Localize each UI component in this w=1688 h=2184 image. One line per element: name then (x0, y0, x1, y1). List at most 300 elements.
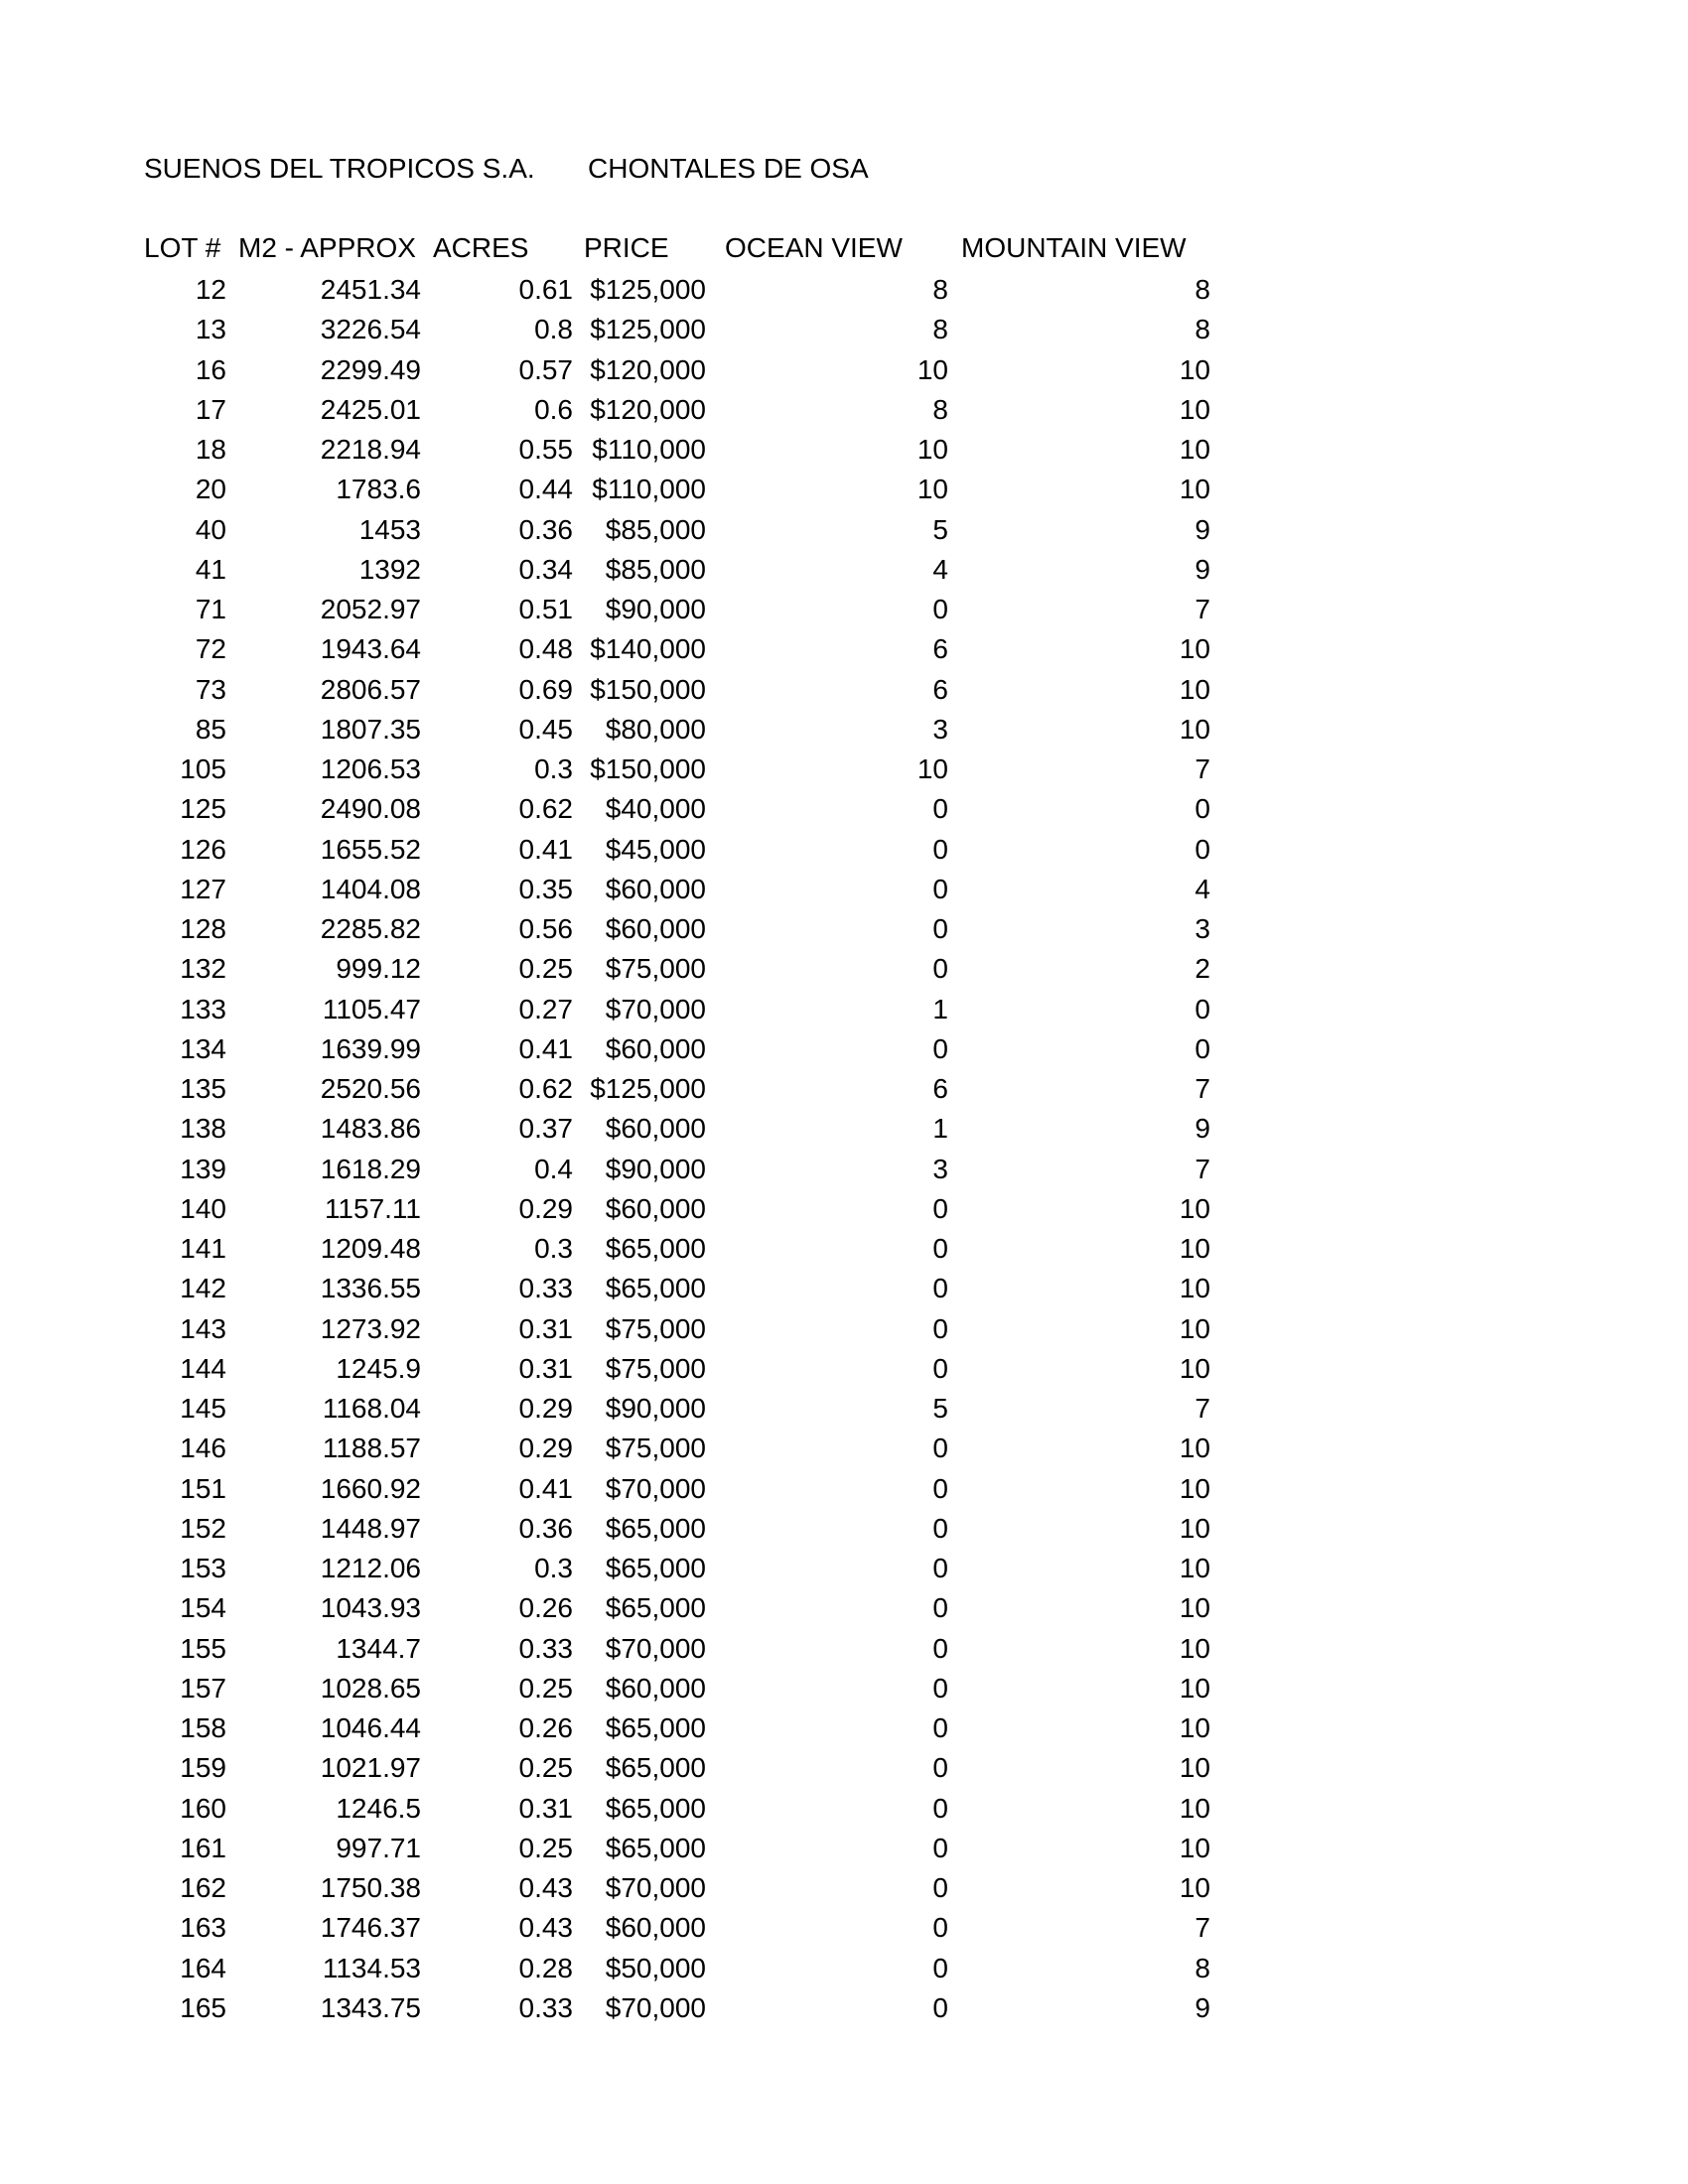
price-cell: $125,000 (590, 314, 706, 345)
ocean-view-cell: 0 (932, 1512, 948, 1544)
mountain-view-cell: 8 (1195, 1952, 1210, 1983)
price-cell: $70,000 (605, 1472, 706, 1504)
m2-cell: 1344.7 (336, 1632, 421, 1664)
ocean-view-cell: 0 (932, 833, 948, 865)
ocean-view-cell: 0 (932, 1872, 948, 1903)
lot-number-cell: 154 (180, 1592, 226, 1624)
table-row (0, 1150, 1688, 1189)
table-row (0, 1389, 1688, 1429)
table-row (0, 1189, 1688, 1229)
m2-cell: 1448.97 (320, 1512, 421, 1544)
location-name: CHONTALES DE OSA (588, 153, 869, 184)
table-row (0, 750, 1688, 789)
column-header-price: PRICE (584, 232, 669, 263)
mountain-view-cell: 0 (1195, 793, 1210, 825)
acres-cell: 0.34 (518, 553, 573, 585)
mountain-view-cell: 10 (1179, 1233, 1210, 1264)
lot-number-cell: 163 (180, 1912, 226, 1944)
ocean-view-cell: 1 (932, 1113, 948, 1145)
price-cell: $120,000 (590, 393, 706, 425)
acres-cell: 0.37 (518, 1113, 573, 1145)
ocean-view-cell: 0 (932, 1792, 948, 1824)
ocean-view-cell: 6 (932, 633, 948, 665)
ocean-view-cell: 8 (932, 274, 948, 305)
mountain-view-cell: 7 (1195, 1153, 1210, 1184)
table-row (0, 670, 1688, 710)
price-cell: $60,000 (605, 873, 706, 904)
m2-cell: 3226.54 (320, 314, 421, 345)
acres-cell: 0.25 (518, 1832, 573, 1863)
lot-number-cell: 146 (180, 1433, 226, 1464)
lot-number-cell: 155 (180, 1632, 226, 1664)
acres-cell: 0.25 (518, 953, 573, 985)
m2-cell: 2052.97 (320, 594, 421, 624)
mountain-view-cell: 10 (1179, 1433, 1210, 1464)
m2-cell: 2806.57 (320, 673, 421, 705)
m2-cell: 1453 (358, 513, 421, 545)
ocean-view-cell: 0 (932, 1712, 948, 1743)
table-row (0, 1469, 1688, 1509)
table-row (0, 510, 1688, 550)
mountain-view-cell: 10 (1179, 1273, 1210, 1304)
table-row (0, 990, 1688, 1029)
mountain-view-cell: 10 (1179, 1592, 1210, 1624)
acres-cell: 0.48 (518, 633, 573, 665)
ocean-view-cell: 3 (932, 713, 948, 745)
ocean-view-cell: 0 (932, 1352, 948, 1384)
table-row (0, 1509, 1688, 1549)
acres-cell: 0.43 (518, 1912, 573, 1944)
ocean-view-cell: 6 (932, 1073, 948, 1104)
price-cell: $65,000 (605, 1273, 706, 1304)
acres-cell: 0.33 (518, 1991, 573, 2023)
price-cell: $110,000 (592, 434, 706, 465)
ocean-view-cell: 10 (916, 753, 948, 784)
lot-number-cell: 133 (180, 993, 226, 1024)
acres-cell: 0.31 (518, 1312, 573, 1344)
lot-number-cell: 105 (180, 753, 226, 784)
m2-cell: 1483.86 (320, 1113, 421, 1145)
price-cell: $70,000 (605, 1872, 706, 1903)
acres-cell: 0.29 (518, 1192, 573, 1224)
ocean-view-cell: 3 (932, 1153, 948, 1184)
mountain-view-cell: 10 (1179, 1192, 1210, 1224)
mountain-view-cell: 10 (1179, 353, 1210, 385)
m2-cell: 1746.37 (320, 1912, 421, 1944)
acres-cell: 0.41 (518, 833, 573, 865)
acres-cell: 0.36 (518, 1512, 573, 1544)
table-row (0, 909, 1688, 949)
ocean-view-cell: 0 (932, 1472, 948, 1504)
table-row (0, 1029, 1688, 1069)
table-row (0, 430, 1688, 470)
lot-number-cell: 20 (195, 474, 226, 505)
m2-cell: 1188.57 (322, 1433, 421, 1464)
mountain-view-cell: 9 (1195, 553, 1210, 585)
acres-cell: 0.4 (534, 1153, 573, 1184)
acres-cell: 0.45 (518, 713, 573, 745)
price-cell: $70,000 (605, 993, 706, 1024)
mountain-view-cell: 10 (1179, 673, 1210, 705)
lot-number-cell: 73 (195, 673, 226, 705)
price-cell: $75,000 (605, 953, 706, 985)
mountain-view-cell: 8 (1195, 274, 1210, 305)
m2-cell: 2425.01 (320, 393, 421, 425)
ocean-view-cell: 0 (932, 1912, 948, 1944)
acres-cell: 0.29 (518, 1433, 573, 1464)
m2-cell: 1639.99 (320, 1032, 421, 1064)
table-row (0, 550, 1688, 590)
price-cell: $120,000 (590, 353, 706, 385)
ocean-view-cell: 0 (932, 594, 948, 624)
price-cell: $65,000 (605, 1792, 706, 1824)
ocean-view-cell: 0 (932, 1192, 948, 1224)
m2-cell: 1750.38 (320, 1872, 421, 1903)
ocean-view-cell: 0 (932, 1592, 948, 1624)
ocean-view-cell: 10 (916, 434, 948, 465)
mountain-view-cell: 2 (1195, 953, 1210, 985)
lot-number-cell: 138 (180, 1113, 226, 1145)
m2-cell: 2218.94 (320, 434, 421, 465)
mountain-view-cell: 0 (1195, 993, 1210, 1024)
lot-number-cell: 158 (180, 1712, 226, 1743)
mountain-view-cell: 10 (1179, 1512, 1210, 1544)
m2-cell: 2285.82 (320, 913, 421, 944)
column-header-ocean-view: OCEAN VIEW (725, 232, 903, 263)
m2-cell: 1043.93 (320, 1592, 421, 1624)
mountain-view-cell: 10 (1179, 1832, 1210, 1863)
price-cell: $90,000 (605, 1393, 706, 1424)
acres-cell: 0.29 (518, 1393, 573, 1424)
mountain-view-cell: 0 (1195, 833, 1210, 865)
price-cell: $65,000 (605, 1832, 706, 1863)
m2-cell: 1246.5 (336, 1792, 421, 1824)
ocean-view-cell: 0 (932, 1991, 948, 2023)
price-cell: $85,000 (605, 553, 706, 585)
price-cell: $65,000 (605, 1592, 706, 1624)
price-cell: $75,000 (605, 1433, 706, 1464)
mountain-view-cell: 7 (1195, 1393, 1210, 1424)
mountain-view-cell: 7 (1195, 753, 1210, 784)
ocean-view-cell: 10 (916, 474, 948, 505)
m2-cell: 1206.53 (320, 753, 421, 784)
price-cell: $45,000 (605, 833, 706, 865)
ocean-view-cell: 0 (932, 793, 948, 825)
lot-number-cell: 144 (180, 1352, 226, 1384)
acres-cell: 0.6 (534, 393, 573, 425)
mountain-view-cell: 9 (1195, 1991, 1210, 2023)
lot-number-cell: 12 (195, 274, 226, 305)
price-cell: $65,000 (605, 1553, 706, 1583)
mountain-view-cell: 10 (1179, 1472, 1210, 1504)
ocean-view-cell: 0 (932, 1553, 948, 1583)
m2-cell: 1134.53 (322, 1952, 421, 1983)
table-row (0, 1748, 1688, 1788)
m2-cell: 1021.97 (320, 1752, 421, 1784)
table-row (0, 1349, 1688, 1389)
m2-cell: 2520.56 (320, 1073, 421, 1104)
m2-cell: 1212.06 (320, 1553, 421, 1583)
m2-cell: 2451.34 (320, 274, 421, 305)
mountain-view-cell: 10 (1179, 1352, 1210, 1384)
price-cell: $90,000 (605, 594, 706, 624)
ocean-view-cell: 0 (932, 1032, 948, 1064)
ocean-view-cell: 0 (932, 1952, 948, 1983)
mountain-view-cell: 9 (1195, 1113, 1210, 1145)
acres-cell: 0.35 (518, 873, 573, 904)
m2-cell: 999.12 (336, 953, 421, 985)
acres-cell: 0.69 (518, 673, 573, 705)
lot-number-cell: 159 (180, 1752, 226, 1784)
ocean-view-cell: 0 (932, 953, 948, 985)
lot-number-cell: 126 (180, 833, 226, 865)
acres-cell: 0.62 (518, 1073, 573, 1104)
table-row (0, 830, 1688, 870)
ocean-view-cell: 0 (932, 1312, 948, 1344)
ocean-view-cell: 1 (932, 993, 948, 1024)
acres-cell: 0.8 (534, 314, 573, 345)
acres-cell: 0.33 (518, 1273, 573, 1304)
column-header-acres: ACRES (433, 232, 529, 263)
table-row (0, 590, 1688, 629)
acres-cell: 0.3 (534, 1233, 573, 1264)
lot-number-cell: 142 (180, 1273, 226, 1304)
ocean-view-cell: 6 (932, 673, 948, 705)
lot-number-cell: 152 (180, 1512, 226, 1544)
acres-cell: 0.3 (534, 1553, 573, 1583)
price-cell: $40,000 (605, 793, 706, 825)
mountain-view-cell: 10 (1179, 1752, 1210, 1784)
company-name: SUENOS DEL TROPICOS S.A. (144, 153, 535, 184)
ocean-view-cell: 5 (932, 1393, 948, 1424)
table-row (0, 1588, 1688, 1628)
table-row (0, 390, 1688, 430)
mountain-view-cell: 10 (1179, 1312, 1210, 1344)
lot-number-cell: 165 (180, 1991, 226, 2023)
m2-cell: 1392 (358, 553, 421, 585)
lot-number-cell: 18 (195, 434, 226, 465)
lot-number-cell: 128 (180, 913, 226, 944)
price-cell: $60,000 (605, 1113, 706, 1145)
price-cell: $125,000 (590, 1073, 706, 1104)
mountain-view-cell: 7 (1195, 594, 1210, 624)
acres-cell: 0.56 (518, 913, 573, 944)
lot-number-cell: 139 (180, 1153, 226, 1184)
m2-cell: 1807.35 (320, 713, 421, 745)
mountain-view-cell: 8 (1195, 314, 1210, 345)
ocean-view-cell: 4 (932, 553, 948, 585)
ocean-view-cell: 0 (932, 873, 948, 904)
table-row (0, 350, 1688, 390)
price-cell: $150,000 (590, 753, 706, 784)
mountain-view-cell: 7 (1195, 1073, 1210, 1104)
price-cell: $65,000 (605, 1512, 706, 1544)
lot-number-cell: 151 (180, 1472, 226, 1504)
table-row (0, 1829, 1688, 1868)
m2-cell: 1105.47 (322, 993, 421, 1024)
ocean-view-cell: 0 (932, 1632, 948, 1664)
acres-cell: 0.25 (518, 1752, 573, 1784)
table-row (0, 1229, 1688, 1269)
lot-number-cell: 125 (180, 793, 226, 825)
lot-number-cell: 132 (180, 953, 226, 985)
table-row (0, 1988, 1688, 2028)
mountain-view-cell: 3 (1195, 913, 1210, 944)
table-row (0, 1269, 1688, 1308)
m2-cell: 1046.44 (320, 1712, 421, 1743)
m2-cell: 1618.29 (320, 1153, 421, 1184)
table-row (0, 470, 1688, 509)
acres-cell: 0.51 (518, 594, 573, 624)
lot-number-cell: 164 (180, 1952, 226, 1983)
m2-cell: 2490.08 (320, 793, 421, 825)
ocean-view-cell: 8 (932, 314, 948, 345)
acres-cell: 0.28 (518, 1952, 573, 1983)
table-row (0, 1309, 1688, 1349)
price-cell: $65,000 (605, 1752, 706, 1784)
mountain-view-cell: 10 (1179, 474, 1210, 505)
m2-cell: 2299.49 (320, 353, 421, 385)
table-row (0, 1109, 1688, 1149)
lot-number-cell: 71 (195, 594, 226, 624)
lot-number-cell: 143 (180, 1312, 226, 1344)
m2-cell: 1343.75 (320, 1991, 421, 2023)
price-cell: $70,000 (605, 1991, 706, 2023)
price-cell: $140,000 (590, 633, 706, 665)
acres-cell: 0.43 (518, 1872, 573, 1903)
acres-cell: 0.33 (518, 1632, 573, 1664)
mountain-view-cell: 10 (1179, 1792, 1210, 1824)
ocean-view-cell: 0 (932, 1752, 948, 1784)
acres-cell: 0.36 (518, 513, 573, 545)
ocean-view-cell: 0 (932, 1672, 948, 1704)
price-cell: $125,000 (590, 274, 706, 305)
table-row (0, 949, 1688, 989)
ocean-view-cell: 5 (932, 513, 948, 545)
acres-cell: 0.57 (518, 353, 573, 385)
price-cell: $75,000 (605, 1312, 706, 1344)
m2-cell: 1028.65 (320, 1672, 421, 1704)
table-row (0, 870, 1688, 909)
table-row (0, 1429, 1688, 1468)
ocean-view-cell: 0 (932, 913, 948, 944)
column-header-lot: LOT # (144, 232, 221, 263)
m2-cell: 1336.55 (320, 1273, 421, 1304)
lot-number-cell: 135 (180, 1073, 226, 1104)
m2-cell: 1245.9 (336, 1352, 421, 1384)
acres-cell: 0.31 (518, 1352, 573, 1384)
price-cell: $70,000 (605, 1632, 706, 1664)
price-cell: $85,000 (605, 513, 706, 545)
acres-cell: 0.26 (518, 1592, 573, 1624)
price-cell: $80,000 (605, 713, 706, 745)
table-row (0, 310, 1688, 349)
lot-number-cell: 157 (180, 1672, 226, 1704)
m2-cell: 1168.04 (322, 1393, 421, 1424)
table-row (0, 1549, 1688, 1588)
table-row (0, 1949, 1688, 1988)
acres-cell: 0.55 (518, 434, 573, 465)
m2-cell: 1655.52 (320, 833, 421, 865)
lot-number-cell: 13 (195, 314, 226, 345)
mountain-view-cell: 10 (1179, 1872, 1210, 1903)
price-cell: $65,000 (605, 1712, 706, 1743)
price-cell: $60,000 (605, 1192, 706, 1224)
table-row (0, 629, 1688, 669)
mountain-view-cell: 10 (1179, 713, 1210, 745)
mountain-view-cell: 9 (1195, 513, 1210, 545)
lot-number-cell: 145 (180, 1393, 226, 1424)
price-cell: $60,000 (605, 913, 706, 944)
m2-cell: 1209.48 (320, 1233, 421, 1264)
table-row (0, 1069, 1688, 1109)
table-row (0, 710, 1688, 750)
price-cell: $150,000 (590, 673, 706, 705)
lot-number-cell: 16 (195, 353, 226, 385)
m2-cell: 1157.11 (324, 1192, 421, 1224)
ocean-view-cell: 0 (932, 1233, 948, 1264)
acres-cell: 0.44 (518, 474, 573, 505)
price-cell: $60,000 (605, 1672, 706, 1704)
acres-cell: 0.26 (518, 1712, 573, 1743)
m2-cell: 997.71 (336, 1832, 421, 1863)
acres-cell: 0.41 (518, 1472, 573, 1504)
table-row (0, 789, 1688, 829)
ocean-view-cell: 8 (932, 393, 948, 425)
lot-number-cell: 85 (195, 713, 226, 745)
ocean-view-cell: 0 (932, 1433, 948, 1464)
price-cell: $75,000 (605, 1352, 706, 1384)
price-cell: $60,000 (605, 1032, 706, 1064)
mountain-view-cell: 10 (1179, 1632, 1210, 1664)
lot-number-cell: 41 (195, 553, 226, 585)
lot-number-cell: 160 (180, 1792, 226, 1824)
acres-cell: 0.25 (518, 1672, 573, 1704)
table-row (0, 1789, 1688, 1829)
mountain-view-cell: 7 (1195, 1912, 1210, 1944)
acres-cell: 0.61 (518, 274, 573, 305)
lot-number-cell: 72 (195, 633, 226, 665)
price-cell: $50,000 (605, 1952, 706, 1983)
ocean-view-cell: 0 (932, 1273, 948, 1304)
m2-cell: 1943.64 (320, 633, 421, 665)
m2-cell: 1404.08 (320, 873, 421, 904)
mountain-view-cell: 10 (1179, 1553, 1210, 1583)
mountain-view-cell: 10 (1179, 633, 1210, 665)
lot-number-cell: 141 (180, 1233, 226, 1264)
price-cell: $90,000 (605, 1153, 706, 1184)
mountain-view-cell: 4 (1195, 873, 1210, 904)
column-header-m2: M2 - APPROX (238, 232, 416, 263)
lot-number-cell: 17 (195, 393, 226, 425)
lot-number-cell: 161 (180, 1832, 226, 1863)
mountain-view-cell: 10 (1179, 1712, 1210, 1743)
lot-number-cell: 127 (180, 873, 226, 904)
table-row (0, 1908, 1688, 1948)
mountain-view-cell: 10 (1179, 434, 1210, 465)
acres-cell: 0.62 (518, 793, 573, 825)
lot-number-cell: 153 (180, 1553, 226, 1583)
acres-cell: 0.3 (534, 753, 573, 784)
m2-cell: 1660.92 (320, 1472, 421, 1504)
table-row (0, 1629, 1688, 1669)
acres-cell: 0.27 (518, 993, 573, 1024)
acres-cell: 0.41 (518, 1032, 573, 1064)
table-row (0, 1868, 1688, 1908)
lot-number-cell: 134 (180, 1032, 226, 1064)
price-cell: $60,000 (605, 1912, 706, 1944)
mountain-view-cell: 10 (1179, 1672, 1210, 1704)
